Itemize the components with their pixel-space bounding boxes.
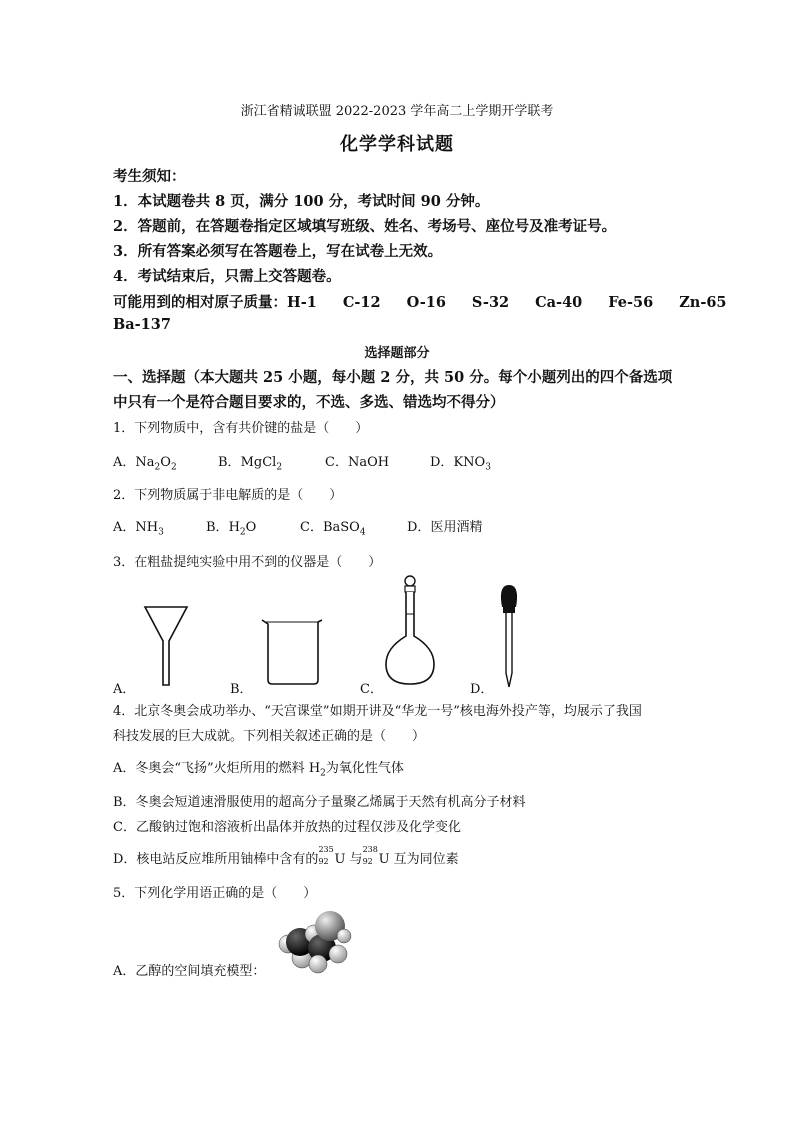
q4-option-d: D．核电站反应堆所用铀棒中含有的 235 92 U 与 238 92 U 互为同位素 [113,845,459,867]
q2-option-c: C．BaSO$_4$ [300,520,366,538]
mass-fe: Fe-56 [608,294,654,311]
notice-item-3: 3．所有答案必须写在答题卷上，写在试卷上无效。 [113,243,443,260]
question-1-stem: 1．下列物质中，含有共价键的盐是（ ） [113,421,369,436]
q1-option-d: D．$KNO_3$ [430,455,491,473]
notice-item-2: 2．答题前，在答题卷指定区域填写班级、姓名、考场号、座位号及准考证号。 [113,218,617,235]
mass-c: C-12 [342,294,381,311]
mass-h: H-1 [287,294,317,311]
funnel-icon [143,605,189,687]
beaker-icon [260,618,322,686]
question-4-stem-line-2: 科技发展的巨大成就。下列相关叙述正确的是（ ） [113,729,426,744]
atomic-mass-line [113,291,727,312]
mass-zn: Zn-65 [679,294,727,311]
section-title: 选择题部分 [364,346,430,361]
page-title: 化学学科试题 [340,134,454,155]
section-instruction-1: 一、选择题（本大题共 25 小题，每小题 2 分，共 50 分。每个小题列出的四个备选项 [113,369,673,386]
q3-option-b: B． [230,682,253,697]
q1-option-b: B．MgCl$_2$ [218,455,283,473]
section-instruction-2: 中只有一个是符合题目要求的，不选、多选、错选均不得分） [113,394,505,411]
question-5-stem: 5．下列化学用语正确的是（ ） [113,886,317,901]
q3-option-d: D． [470,682,494,697]
isotope-u235: 235 92 [318,845,334,866]
question-2-stem: 2．下列物质属于非电解质的是（ ） [113,488,343,503]
mass-o: O-16 [406,294,446,311]
question-4-stem-line-1: 4．北京冬奥会成功举办、“天宫课堂”如期开讲及“华龙一号”核电海外投产等，均展示了我国 [113,704,642,719]
atomic-mass-label: 可能用到的相对原子质量： [113,294,287,311]
volumetric-flask-icon [384,574,436,686]
question-3-stem: 3．在粗盐提纯实验中用不到的仪器是（ ） [113,555,382,570]
q4-option-a: A．冬奥会“飞扬”火炬所用的燃料 $H_2$为氧化性气体 [113,761,404,779]
notice-item-4: 4．考试结束后，只需上交答题卷。 [113,268,341,285]
notice-item-1: 1．本试题卷共 8 页，满分 100 分，考试时间 90 分钟。 [113,193,490,210]
exam-header: 浙江省精诚联盟 2022-2023 学年高二上学期开学联考 [240,104,554,119]
q2-option-b: B．$H_2O$ [206,520,257,538]
mass-ba: Ba-137 [113,316,171,333]
q4-option-c: C．乙酸钠过饱和溶液析出晶体并放热的过程仅涉及化学变化 [113,820,461,835]
q1-option-c: C．NaOH [325,455,390,470]
q3-option-a: A． [113,682,136,697]
q3-option-c: C． [360,682,383,697]
q4-option-b: B．冬奥会短道速滑服使用的超高分子量聚乙烯属于天然有机高分子材料 [113,795,526,810]
dropper-icon [498,583,520,689]
notice-heading: 考生须知： [113,168,186,185]
ethanol-space-filling-model [278,908,352,974]
mass-ca: Ca-40 [535,294,583,311]
mass-s: S-32 [471,294,510,311]
q2-option-d: D．医用酒精 [407,520,483,535]
q2-option-a: A．$NH_3$ [113,520,164,538]
q1-option-a: A．$Na_2O_2$ [113,455,177,473]
isotope-u238: 238 92 [362,845,378,866]
q5-option-a: A．乙醇的空间填充模型： [113,964,266,979]
